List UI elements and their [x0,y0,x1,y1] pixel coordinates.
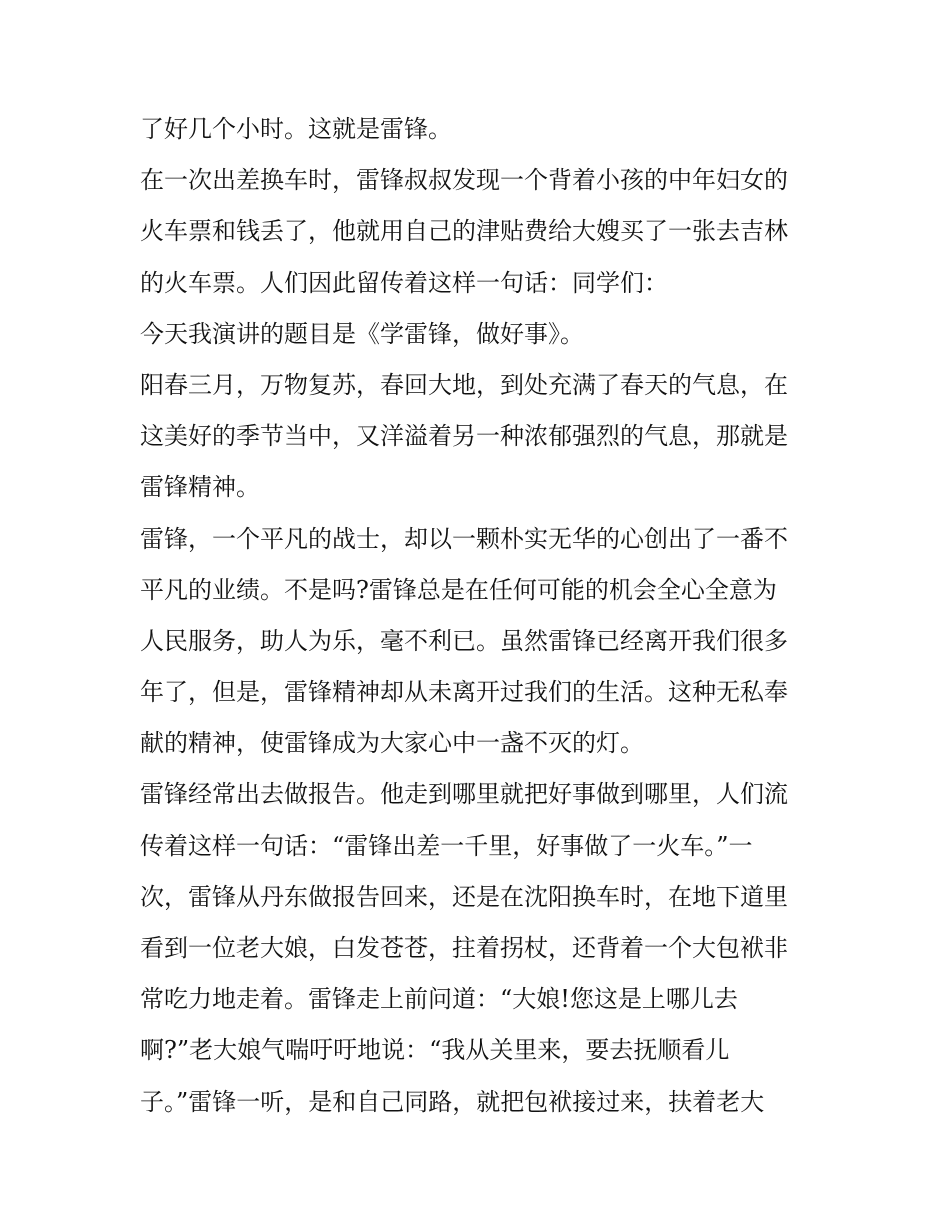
text-line: 火车票和钱丢了，他就用自己的津贴费给大嫂买了一张去吉林 [140,217,788,246]
text-line: 传着这样一句话：“雷锋出差一千里，好事做了一火车。”一 [140,831,753,860]
text-line: 啊?”老大娘气喘吁吁地说：“我从关里来，要去抚顺看儿 [140,1036,730,1065]
text-line: 雷锋精神。 [140,473,260,502]
text-line: 常吃力地走着。雷锋走上前问道：“大娘!您这是上哪儿去 [140,985,738,1014]
text-line: 雷锋经常出去做报告。他走到哪里就把好事做到哪里，人们流 [140,780,788,809]
text-line: 今天我演讲的题目是《学雷锋，做好事》。 [140,319,584,348]
text-line: 雷锋，一个平凡的战士，却以一颗朴实无华的心创出了一番不 [140,524,788,553]
text-line: 看到一位老大娘，白发苍苍，拄着拐杖，还背着一个大包袱非 [140,934,788,962]
text-line: 了好几个小时。这就是雷锋。 [140,115,452,143]
text-line: 献的精神，使雷锋成为大家心中一盏不灭的灯。 [140,729,644,758]
text-line: 在一次出差换车时，雷锋叔叔发现一个背着小孩的中年妇女的 [140,166,788,195]
text-line: 子。”雷锋一听，是和自己同路，就把包袱接过来，扶着老大 [140,1087,765,1116]
text-line: 阳春三月，万物复苏，春回大地，到处充满了春天的气息，在 [140,370,788,399]
text-line: 平凡的业绩。不是吗?雷锋总是在任何可能的机会全心全意为 [140,575,777,604]
text-line: 人民服务，助人为乐，毫不利已。虽然雷锋已经离开我们很多 [140,626,788,655]
text-line: 的火车票。人们因此留传着这样一句话：同学们： [140,268,668,297]
document-body [140,104,840,1128]
text-line: 年了，但是，雷锋精神却从未离开过我们的生活。这种无私奉 [140,678,788,707]
text-line: 次，雷锋从丹东做报告回来，还是在沈阳换车时，在地下道里 [140,882,788,911]
text-line: 这美好的季节当中，又洋溢着另一种浓郁强烈的气息，那就是 [140,422,788,451]
